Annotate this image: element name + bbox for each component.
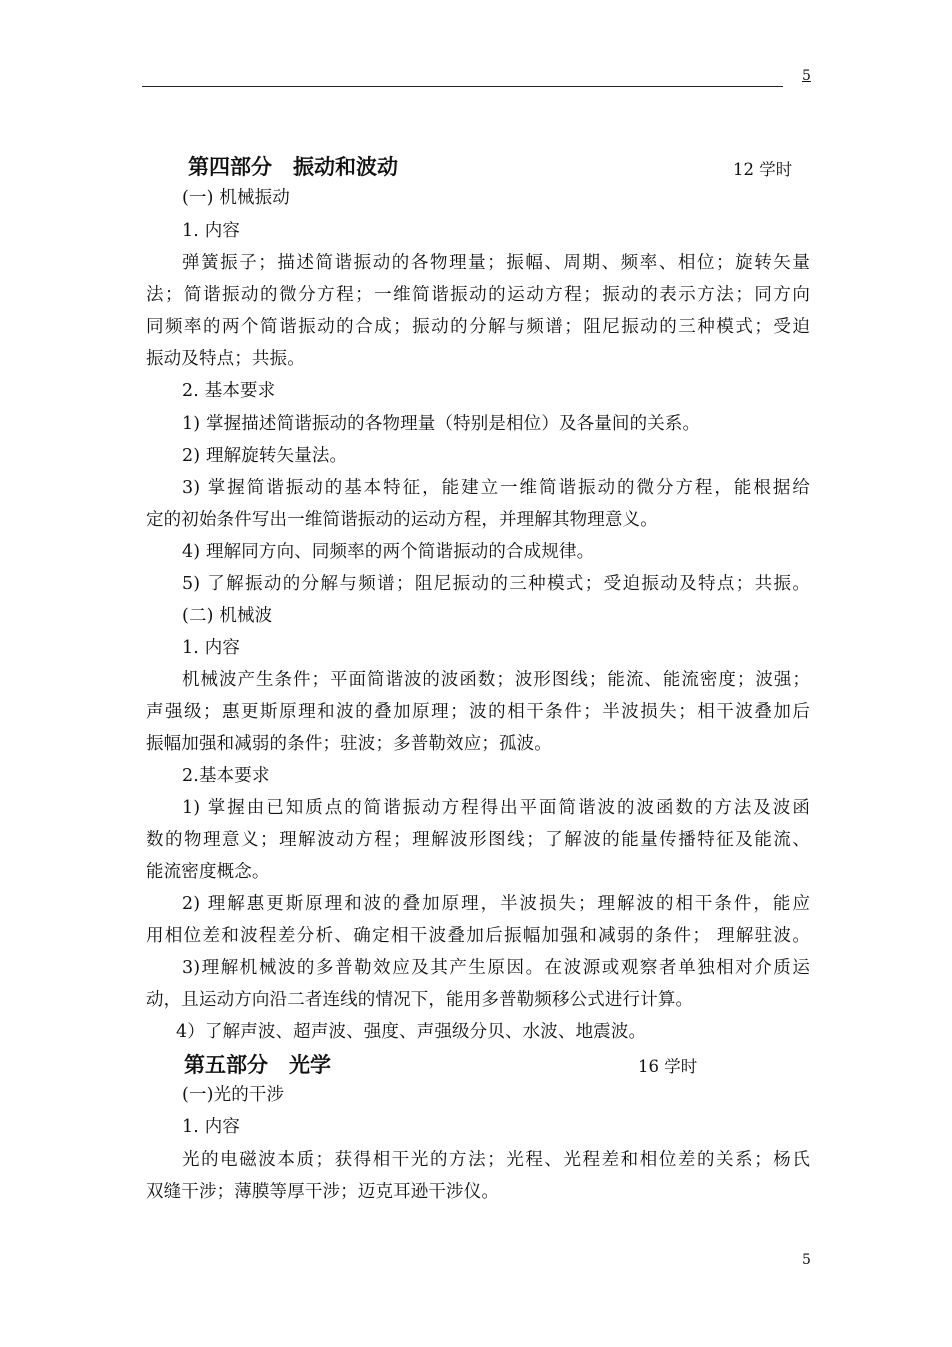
requirement-line: 1) 掌握描述简谐振动的各物理量（特别是相位）及各量间的关系。 (182, 414, 701, 434)
footer-page-number: 5 (802, 1252, 811, 1268)
paragraph-line: 振动及特点；共振。 (146, 349, 305, 369)
part4-title: 第四部分 振动和波动 (188, 155, 398, 179)
requirement-line: 能流密度概念。 (146, 862, 270, 882)
requirement-line: 动，且运动方向沿二者连线的情况下，能用多普勒频移公式进行计算。 (146, 990, 694, 1010)
requirement-line: 3)理解机械波的多普勒效应及其产生原因。在波源或观察者单独相对介质运 (182, 958, 810, 978)
requirement-line: 定的初始条件写出一维简谐振动的运动方程，并理解其物理意义。 (146, 510, 658, 530)
requirement-line: 3) 掌握简谐振动的基本特征，能建立一维简谐振动的微分方程，能根据给 (182, 478, 810, 498)
paragraph-line: 法；简谐振动的微分方程；一维简谐振动的运动方程；振动的表示方法；同方向 (146, 285, 810, 305)
part5-title: 第五部分 光学 (184, 1053, 331, 1077)
sec1-title: (一) 机械振动 (182, 188, 290, 208)
header-page-number: 5 (802, 68, 811, 84)
paragraph-line: 声强级；惠更斯原理和波的叠加原理；波的相干条件；半波损失；相干波叠加后 (146, 702, 810, 722)
requirement-line: 用相位差和波程差分析、确定相干波叠加后振幅加强和减弱的条件； 理解驻波。 (146, 926, 810, 946)
paragraph-line: 同频率的两个简谐振动的合成；振动的分解与频谱；阻尼振动的三种模式；受迫 (146, 317, 810, 337)
paragraph-line: 振幅加强和减弱的条件；驻波；多普勒效应；孤波。 (146, 734, 552, 754)
requirement-line: 5) 了解振动的分解与频谱；阻尼振动的三种模式；受迫振动及特点；共振。 (182, 574, 810, 594)
header-rule (142, 86, 783, 87)
paragraph-line: 机械波产生条件；平面简谐波的波函数；波形图线；能流、能流密度；波强； (182, 670, 810, 690)
requirement-line: 数的物理意义；理解波动方程；理解波形图线；了解波的能量传播特征及能流、 (146, 830, 810, 850)
sec1-content-label: 1. 内容 (182, 221, 241, 241)
requirement-line: 4) 理解同方向、同频率的两个简谐振动的合成规律。 (182, 542, 595, 562)
sec1-req-label: 2. 基本要求 (182, 381, 276, 401)
sec2-title: (二) 机械波 (182, 606, 273, 626)
requirement-line: 2) 理解旋转矢量法。 (182, 446, 348, 466)
part5-sec1-title: (一)光的干涉 (182, 1085, 285, 1105)
part5-sec1-content-label: 1. 内容 (182, 1117, 241, 1137)
paragraph-line: 弹簧振子；描述简谐振动的各物理量；振幅、周期、频率、相位；旋转矢量 (182, 253, 810, 273)
paragraph-line: 光的电磁波本质；获得相干光的方法；光程、光程差和相位差的关系；杨氏 (182, 1150, 810, 1170)
sec2-content-label: 1. 内容 (182, 638, 241, 658)
sec2-req-label: 2.基本要求 (182, 766, 270, 786)
requirement-line: 1) 掌握由已知质点的简谐振动方程得出平面简谐波的波函数的方法及波函 (182, 798, 810, 818)
requirement-line: 4）了解声波、超声波、强度、声强级分贝、水波、地震波。 (176, 1022, 647, 1042)
paragraph-line: 双缝干涉；薄膜等厚干涉；迈克耳逊干涉仪。 (146, 1182, 499, 1202)
part5-hours: 16 学时 (638, 1057, 698, 1076)
requirement-line: 2) 理解惠更斯原理和波的叠加原理，半波损失；理解波的相干条件，能应 (182, 894, 810, 914)
part4-hours: 12 学时 (733, 160, 793, 179)
